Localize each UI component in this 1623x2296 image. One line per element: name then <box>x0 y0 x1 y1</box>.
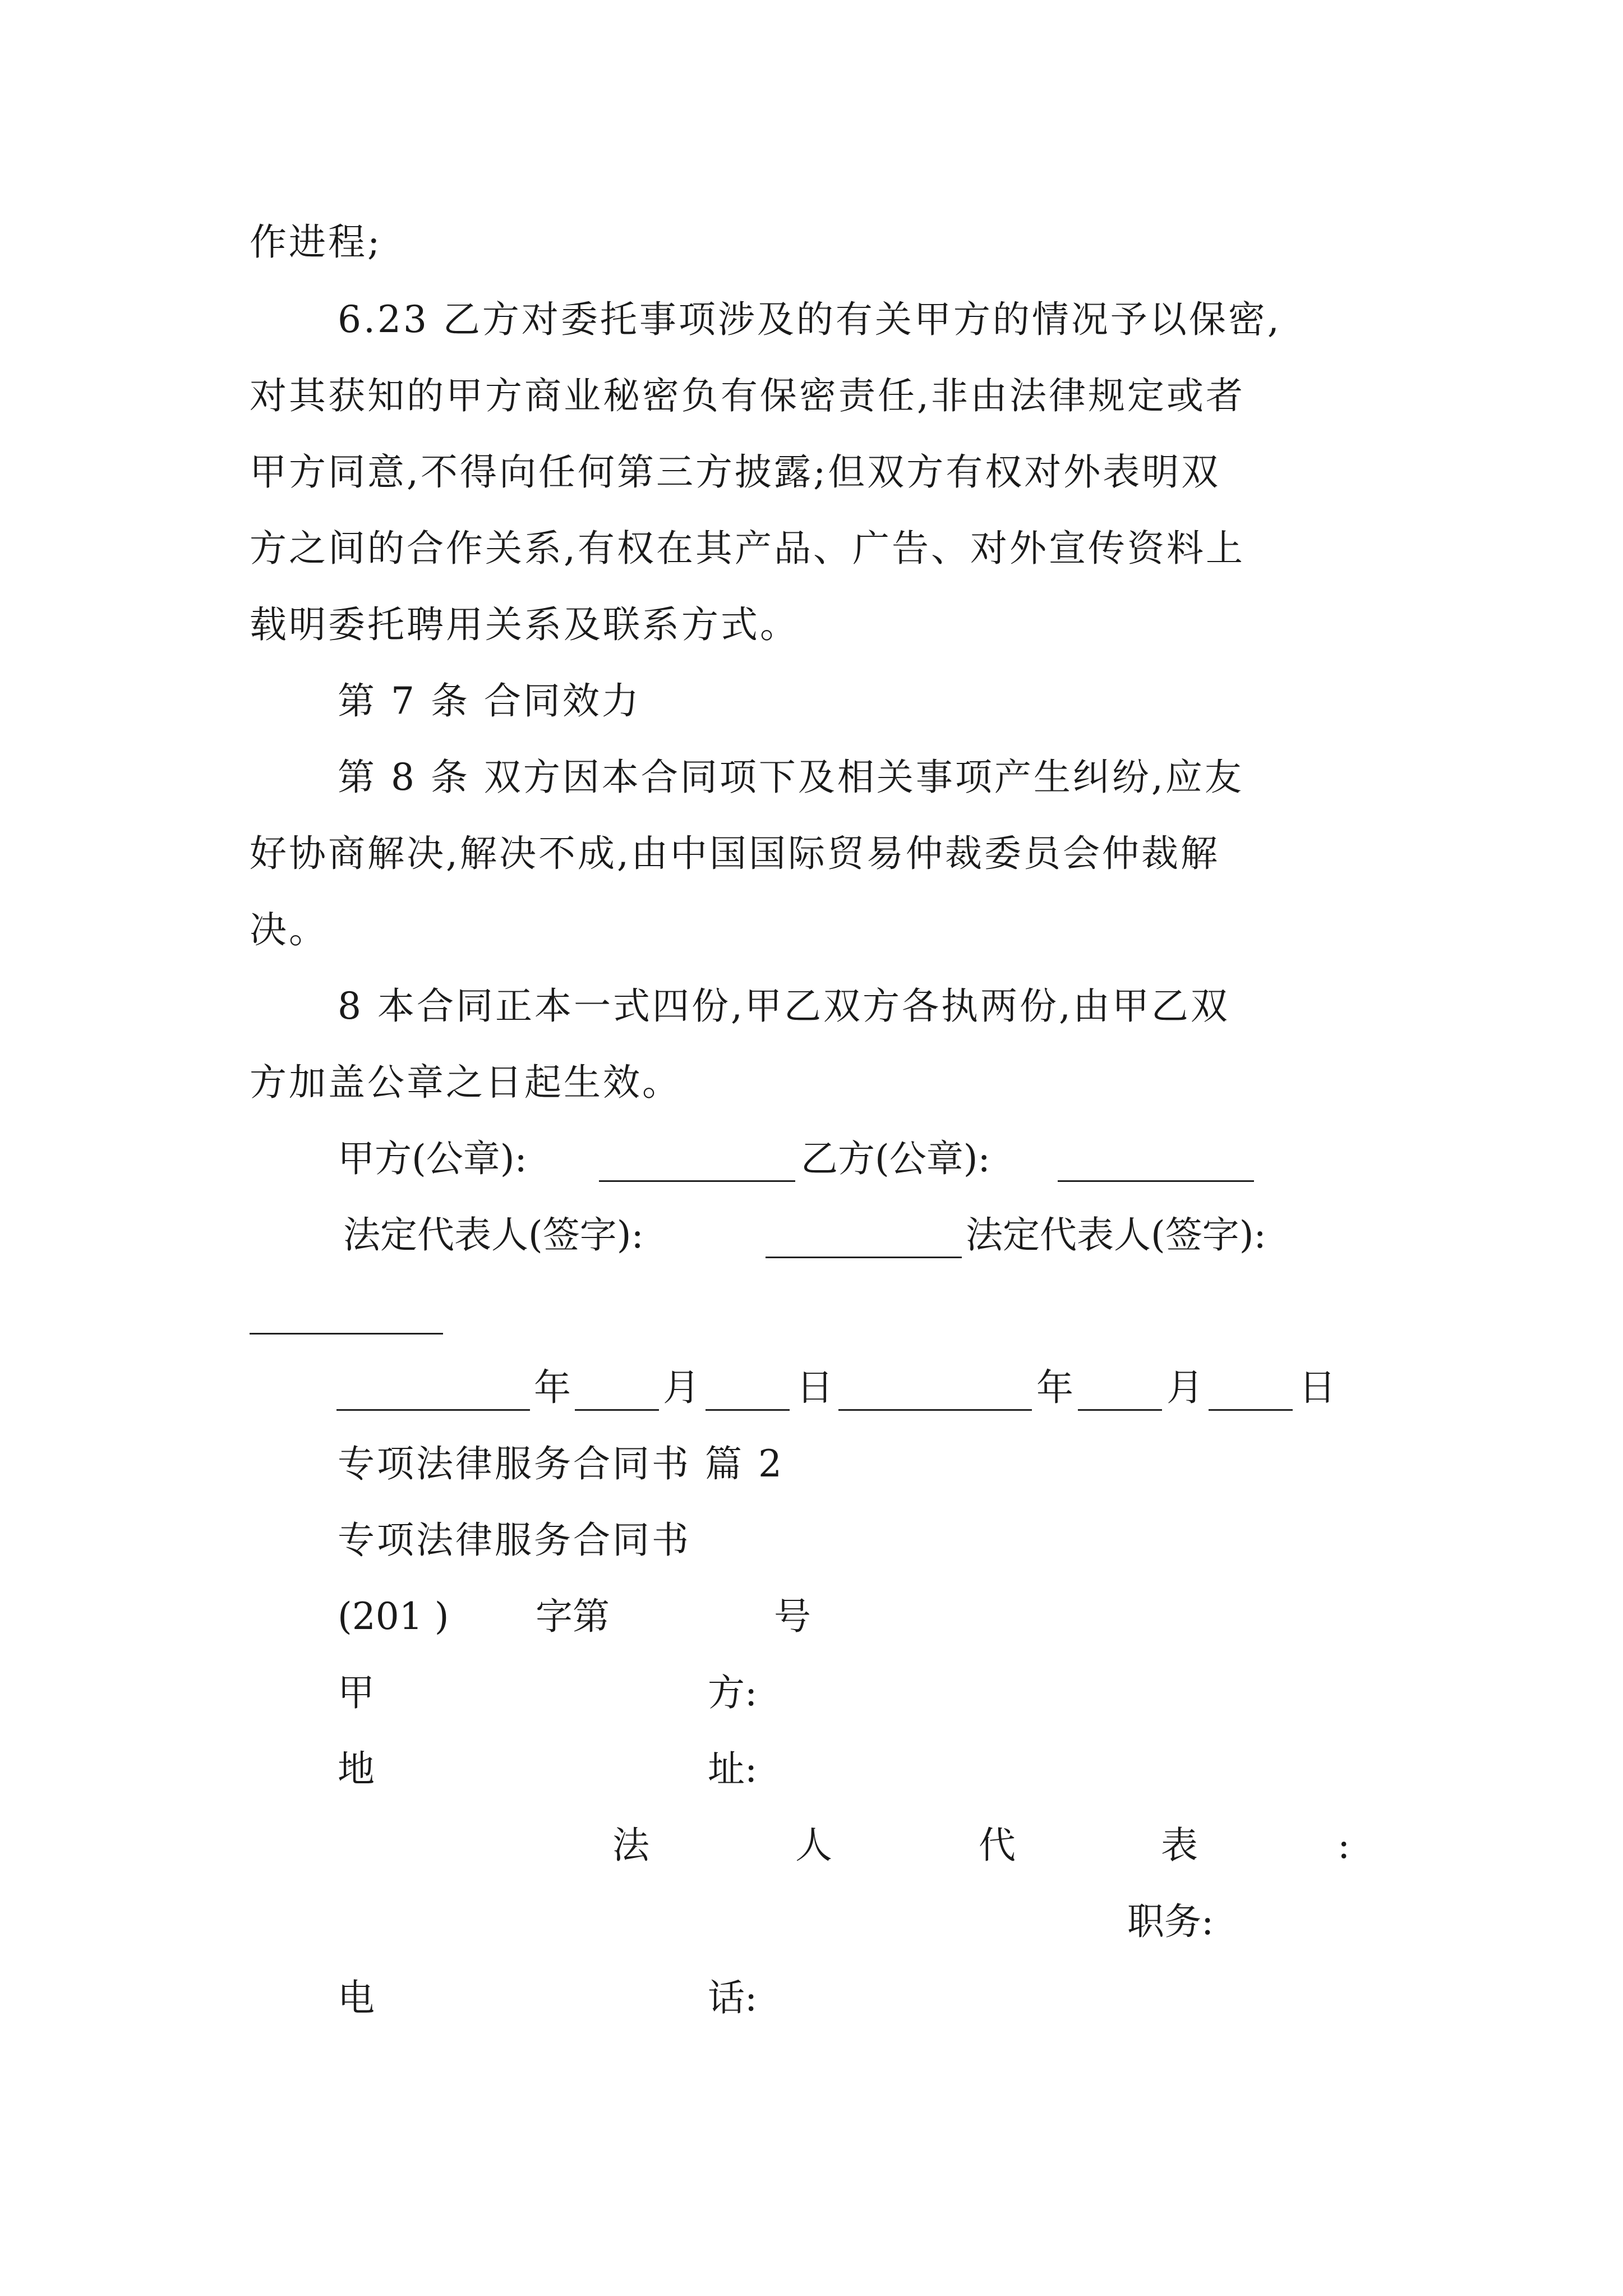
paragraph-line: 决。 <box>250 908 328 951</box>
address-label-2: 址: <box>708 1747 758 1791</box>
date-a-month-label: 月 <box>663 1366 700 1409</box>
paragraph-line: 第 8 条 双方因本合同项下及相关事项产生纠纷,应友 <box>338 756 1244 799</box>
date-b-month-label: 月 <box>1166 1366 1204 1409</box>
legal-rep-char-4: 表 <box>1161 1824 1198 1867</box>
legal-rep-b-blank <box>250 1333 443 1335</box>
paragraph-line: 对其获知的甲方商业秘密负有保密责任,非由法律规定或者 <box>250 374 1245 417</box>
paragraph-line: 方之间的合作关系,有权在其产品、广告、对外宣传资料上 <box>250 527 1245 570</box>
legal-rep-b-label: 法定代表人(签字): <box>966 1213 1266 1257</box>
party-a-seal-label: 甲方(公章): <box>338 1137 527 1180</box>
second-contract-heading: 专项法律服务合同书 篇 2 <box>338 1442 784 1485</box>
contract-number-mid: 字第 <box>536 1595 610 1638</box>
date-a-day-label: 日 <box>796 1366 833 1409</box>
paragraph-line: 甲方同意,不得向任何第三方披露;但双方有权对外表明双 <box>250 450 1221 494</box>
party-a-seal-blank <box>599 1180 795 1182</box>
date-a-day-blank <box>706 1409 790 1411</box>
legal-rep-char-1: 法 <box>612 1824 649 1867</box>
date-b-day-blank <box>1209 1409 1293 1411</box>
legal-rep-colon: : <box>1338 1824 1350 1867</box>
legal-rep-a-label: 法定代表人(签字): <box>343 1213 644 1257</box>
position-label: 职务: <box>1127 1900 1214 1943</box>
paragraph-line: 载明委托聘用关系及联系方式。 <box>250 603 799 646</box>
legal-rep-char-3: 代 <box>979 1824 1016 1867</box>
paragraph-line: 作进程; <box>250 220 382 264</box>
date-a-year-label: 年 <box>534 1366 571 1409</box>
section-heading: 第 7 条 合同效力 <box>338 679 641 723</box>
legal-rep-char-2: 人 <box>795 1824 832 1867</box>
second-contract-title: 专项法律服务合同书 <box>338 1519 691 1562</box>
contract-number-prefix: (201 ) <box>338 1595 449 1638</box>
address-label-1: 地 <box>338 1747 375 1791</box>
date-b-month-blank <box>1078 1409 1162 1411</box>
party-a-label-2: 方: <box>708 1671 758 1714</box>
paragraph-line: 6.23 乙方对委托事项涉及的有关甲方的情况予以保密, <box>338 298 1281 341</box>
phone-label-2: 话: <box>708 1976 758 2019</box>
paragraph-line: 好协商解决,解决不成,由中国国际贸易仲裁委员会仲裁解 <box>250 832 1220 875</box>
date-a-month-blank <box>575 1409 659 1411</box>
date-b-year-label: 年 <box>1036 1366 1073 1409</box>
contract-number-suffix: 号 <box>774 1595 811 1638</box>
party-b-seal-blank <box>1058 1180 1254 1182</box>
party-a-label-1: 甲 <box>338 1671 375 1714</box>
party-b-seal-label: 乙方(公章): <box>801 1137 990 1180</box>
date-b-day-label: 日 <box>1299 1366 1336 1409</box>
paragraph-line: 方加盖公章之日起生效。 <box>250 1061 681 1104</box>
date-b-year-blank <box>838 1409 1032 1411</box>
date-a-year-blank <box>336 1409 530 1411</box>
phone-label-1: 电 <box>338 1976 375 2019</box>
legal-rep-a-blank <box>766 1257 962 1258</box>
paragraph-line: 8 本合同正本一式四份,甲乙双方各执两份,由甲乙双 <box>338 984 1230 1028</box>
